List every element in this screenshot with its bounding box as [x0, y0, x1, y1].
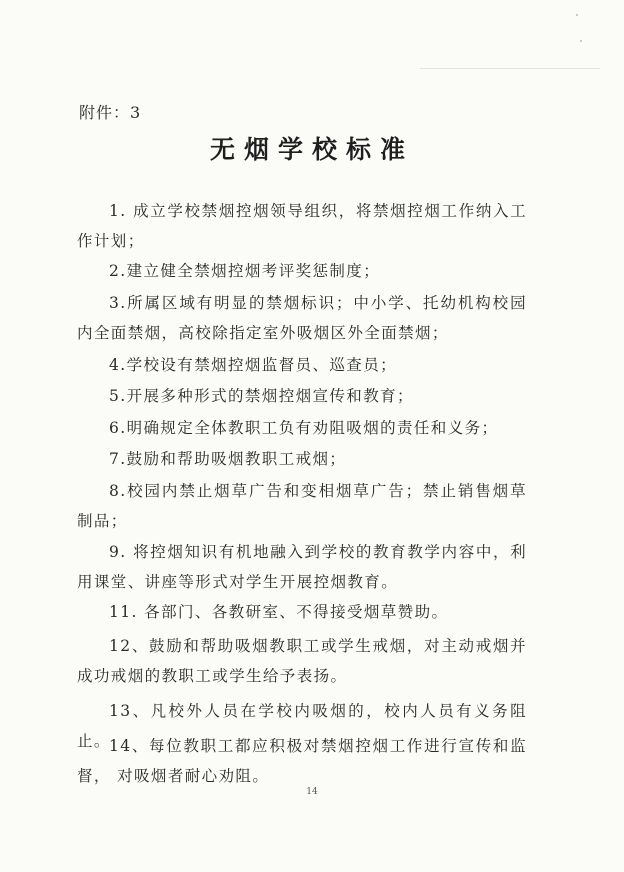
- standard-item-11: 11. 各部门、各教研室、不得接受烟草赞助。: [109, 603, 449, 621]
- standard-item-12: 12、鼓励和帮助吸烟教职工或学生戒烟，对主动戒烟并成功戒烟的教职工或学生给予表扬。: [77, 637, 527, 685]
- standard-item-13: 13、凡校外人员在学校内吸烟的，校内人员有义务阻止。: [77, 702, 527, 750]
- standard-item-9: 9. 将控烟知识有机地融入到学校的教育教学内容中，利用课堂、讲座等形式对学生开展控烟教育。: [77, 543, 527, 591]
- standard-item-4: 4.学校设有禁烟控烟监督员、巡查员；: [109, 356, 397, 374]
- scan-speck: [580, 40, 582, 42]
- scan-speck: [576, 14, 578, 16]
- page-number: 14: [306, 787, 318, 797]
- standard-item-8: 8.校园内禁止烟草广告和变相烟草广告；禁止销售烟草制品；: [77, 482, 527, 530]
- standard-item-5: 5.开展多种形式的禁烟控烟宣传和教育；: [109, 387, 414, 405]
- scan-line: [420, 68, 600, 69]
- standard-item-1: 1. 成立学校禁烟控烟领导组织，将禁烟控烟工作纳入工作计划；: [77, 202, 527, 250]
- page-title: 无烟学校标准: [209, 135, 414, 164]
- standard-item-7: 7.鼓励和帮助吸烟教职工戒烟；: [109, 450, 347, 468]
- standard-item-2: 2.建立健全禁烟控烟考评奖惩制度；: [109, 262, 381, 280]
- attachment-label: 附件：3: [79, 103, 142, 122]
- standard-item-14: 14、每位教职工都应积极对禁烟控烟工作进行宣传和监督， 对吸烟者耐心劝阻。: [77, 737, 527, 785]
- standard-item-6: 6.明确规定全体教职工负有劝阻吸烟的责任和义务；: [109, 419, 499, 437]
- standard-item-3: 3.所属区域有明显的禁烟标识；中小学、托幼机构校园内全面禁烟，高校除指定室外吸烟区外全面禁烟；: [77, 294, 527, 342]
